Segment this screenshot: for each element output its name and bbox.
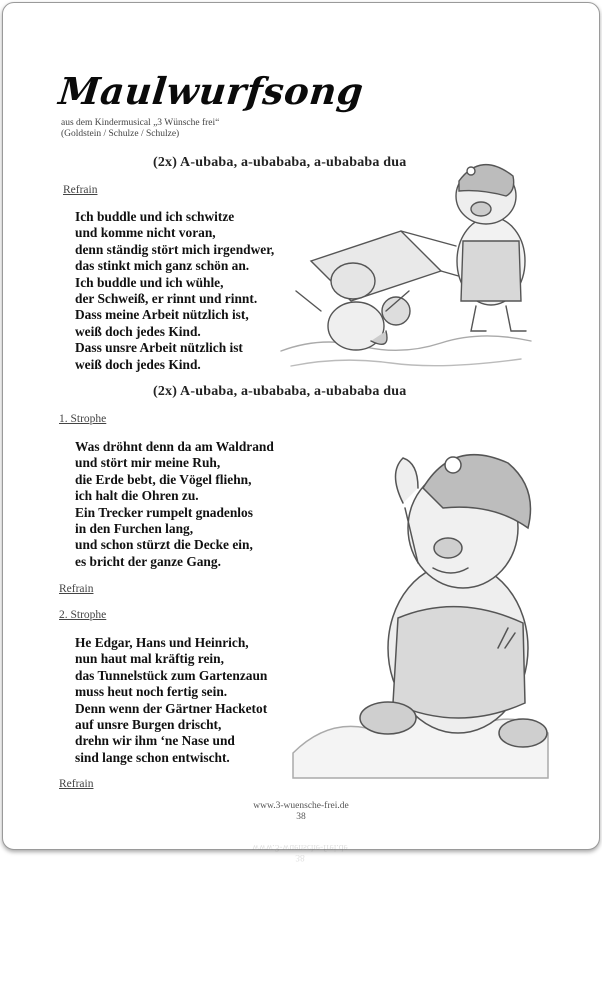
refrain-stanza bbox=[75, 209, 274, 373]
mole-wheelbarrow-illustration bbox=[281, 151, 543, 376]
verse-line: ich halt die Ohren zu. bbox=[75, 488, 199, 504]
verse-line: der Schweiß, er rinnt und rinnt. bbox=[75, 291, 258, 307]
verse-line: die Erde bebt, die Vögel fliehn, bbox=[75, 471, 252, 487]
strophe2-label: 2. Strophe bbox=[59, 609, 107, 621]
verse-line: muss heut noch fertig sein. bbox=[75, 684, 228, 700]
verse-line: Dass unsre Arbeit nützlich ist bbox=[75, 340, 243, 356]
verse-line: Dass meine Arbeit nützlich ist, bbox=[75, 307, 249, 323]
strophe1-label: 1. Strophe bbox=[59, 413, 107, 425]
refrain-reference-1: Refrain bbox=[59, 583, 94, 595]
waving-mole-illustration bbox=[293, 433, 555, 783]
verse-line: und schon stürzt die Decke ein, bbox=[75, 537, 253, 553]
verse-line: sind lange schon entwischt. bbox=[75, 749, 230, 765]
subtitle-line: aus dem Kindermusical „3 Wünsche frei“ bbox=[61, 118, 220, 128]
verse-line: Ich buddle und ich wühle, bbox=[75, 274, 224, 290]
verse-line: das stinkt mich ganz schön an. bbox=[75, 258, 250, 274]
refrain-reference-2: Refrain bbox=[59, 778, 94, 790]
page-reflection bbox=[2, 842, 598, 989]
verse-line: in den Furchen lang, bbox=[75, 521, 194, 537]
verse-line: Was dröhnt denn da am Waldrand bbox=[75, 439, 274, 454]
verse-line: Ich buddle und ich schwitze bbox=[75, 209, 235, 224]
verse-line: nun haut mal kräftig rein, bbox=[75, 651, 224, 667]
song-title: Maulwurfsong bbox=[56, 69, 366, 113]
verse-line: He Edgar, Hans und Heinrich, bbox=[75, 635, 249, 650]
verse-line: und komme nicht voran, bbox=[75, 225, 216, 241]
verse-line: Denn wenn der Gärtner Hacketot bbox=[75, 700, 268, 716]
reflection-footer bbox=[2, 842, 598, 862]
subtitle-line: (Goldstein / Schulze / Schulze) bbox=[61, 129, 180, 139]
reflection-footer-url: www.3-wuensche-frei.de bbox=[252, 842, 348, 852]
verse-line: denn ständig stört mich irgendwer, bbox=[75, 241, 275, 257]
verse-line: auf unsre Burgen drischt, bbox=[75, 717, 222, 733]
refrain-label: Refrain bbox=[63, 184, 98, 196]
verse-line: weiß doch jedes Kind. bbox=[75, 323, 201, 339]
verse-line: es bricht der ganze Gang. bbox=[75, 553, 221, 569]
song-subtitle bbox=[61, 118, 219, 140]
strophe2-stanza bbox=[75, 635, 267, 766]
strophe1-stanza bbox=[75, 439, 274, 570]
chorus-line-bottom: (2x) A-ubaba, a-ubababa, a-ubababa dua bbox=[153, 384, 407, 399]
page-number: 38 bbox=[296, 812, 306, 822]
verse-line: und stört mir meine Ruh, bbox=[75, 455, 221, 471]
page-footer bbox=[3, 801, 599, 823]
verse-line: Ein Trecker rumpelt gnadenlos bbox=[75, 504, 253, 520]
chorus-line-top: (2x) A-ubaba, a-ubababa, a-ubababa dua bbox=[153, 155, 407, 170]
verse-line: das Tunnelstück zum Gartenzaun bbox=[75, 667, 268, 683]
footer-url: www.3-wuensche-frei.de bbox=[253, 801, 349, 811]
verse-line: weiß doch jedes Kind. bbox=[75, 356, 201, 372]
reflection-page-number: 38 bbox=[295, 852, 305, 862]
song-page bbox=[2, 2, 600, 850]
verse-line: drehn wir ihm ‘ne Nase und bbox=[75, 733, 235, 749]
